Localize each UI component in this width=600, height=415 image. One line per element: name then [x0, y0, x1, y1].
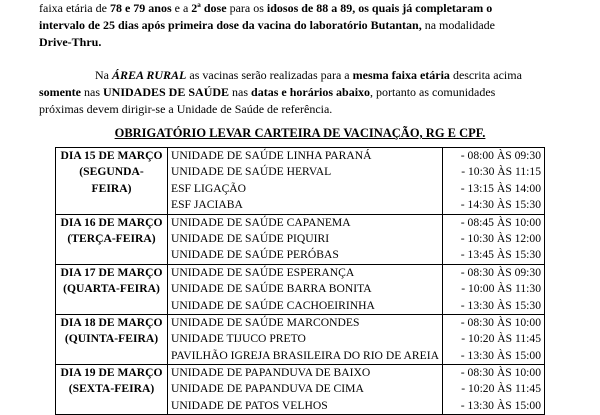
schedule-day-line	[59, 197, 164, 213]
schedule-time	[442, 365, 544, 415]
schedule-unit-line: ESF JACIABA	[171, 198, 243, 212]
schedule-time-line: - 14:30 ÀS 15:30	[460, 198, 541, 212]
schedule-unit	[168, 365, 443, 415]
schedule-unit	[168, 214, 443, 264]
intro-line-2: intervalo de 25 dias após primeira dose da vacina do laboratório Butantan, na modalidade	[39, 18, 495, 32]
schedule-day-line	[59, 398, 164, 414]
rural-line-1: Na ÁREA RURAL as vacinas serão realizadas para a mesma faixa etária descrita acima	[95, 68, 522, 82]
rural-line-2: somente nas UNIDADES DE SAÚDE nas datas e horários abaixo, portanto as comunidades	[39, 85, 496, 99]
schedule-unit-line: PAVILHÃO IGREJA BRASILEIRA DO RIO DE AREIA	[171, 348, 439, 362]
schedule-day-line: DIA 19 DE MARÇO	[60, 366, 163, 380]
schedule-time	[442, 264, 544, 314]
schedule-day-line: DIA 18 DE MARÇO	[60, 315, 163, 329]
intro-paragraph	[39, 0, 560, 51]
schedule-day-line: (SEXTA-FEIRA)	[68, 382, 155, 396]
schedule-day	[56, 365, 168, 415]
rural-paragraph	[39, 67, 560, 118]
schedule-time-line: - 10:00 ÀS 11:30	[461, 282, 541, 296]
schedule-time	[442, 314, 544, 364]
schedule-unit-line: UNIDADE DE SAÚDE ESPERANÇA	[171, 265, 355, 279]
schedule-time-line: - 10:20 ÀS 11:45	[461, 382, 541, 396]
intro-line-3: Drive-Thru.	[39, 35, 102, 49]
schedule-time	[442, 148, 544, 215]
schedule-row	[56, 365, 545, 415]
rural-line-3: próximas devem dirigir-se a Unidade de Saúde de referência.	[39, 102, 333, 116]
schedule-unit-line: UNIDADE DE SAÚDE MARCONDES	[171, 315, 360, 329]
schedule-time-line: - 08:45 ÀS 10:00	[460, 215, 541, 229]
schedule-time-line: - 13:30 ÀS 15:00	[460, 348, 541, 362]
rural-schedule-table	[55, 147, 545, 415]
schedule-time-line: - 13:30 ÀS 15:00	[460, 398, 541, 412]
schedule-unit-line: UNIDADE DE PAPANDUVA DE CIMA	[171, 382, 364, 396]
schedule-time-line: - 10:30 ÀS 11:15	[461, 165, 541, 179]
schedule-day	[56, 148, 168, 215]
schedule-unit	[168, 264, 443, 314]
schedule-day-line: DIA 17 DE MARÇO	[60, 265, 163, 279]
schedule-row	[56, 264, 545, 314]
schedule-day-line: (SEGUNDA-	[79, 165, 144, 179]
schedule-unit-line: UNIDADE DE SAÚDE BARRA BONITA	[171, 282, 372, 296]
schedule-time-line: - 10:30 ÀS 12:00	[460, 231, 541, 245]
schedule-day-line: (QUARTA-FEIRA)	[63, 282, 160, 296]
schedule-unit	[168, 314, 443, 364]
schedule-row	[56, 214, 545, 264]
schedule-unit-line: UNIDADE DE PAPANDUVA DE BAIXO	[171, 366, 371, 380]
schedule-time-line: - 08:00 ÀS 09:30	[460, 149, 541, 162]
schedule-day-line: DIA 15 DE MARÇO	[60, 149, 163, 162]
schedule-day-line: DIA 16 DE MARÇO	[60, 215, 163, 229]
schedule-day-line	[59, 247, 164, 263]
schedule-time	[442, 214, 544, 264]
schedule-time-line: - 10:20 ÀS 11:45	[461, 332, 541, 346]
schedule-row	[56, 148, 545, 215]
schedule-unit	[168, 148, 443, 215]
schedule-day-line: (TERÇA-FEIRA)	[67, 231, 156, 245]
schedule-day-line: (QUINTA-FEIRA)	[64, 332, 159, 346]
schedule-unit-line: UNIDADE DE SAÚDE CAPANEMA	[171, 215, 351, 229]
required-documents-notice: OBRIGATÓRIO LEVAR CARTEIRA DE VACINAÇÃO, RG E CPF.	[114, 126, 486, 140]
schedule-time-line: - 13:15 ÀS 14:00	[460, 181, 541, 195]
schedule-unit-line: UNIDADE DE SAÚDE HERVAL	[171, 165, 332, 179]
schedule-time-line: - 08:30 ÀS 09:30	[460, 265, 541, 279]
schedule-unit-line: UNIDADE DE SAÚDE PIQUIRI	[171, 231, 330, 245]
schedule-day	[56, 214, 168, 264]
schedule-unit-line: UNIDADE DE SAÚDE LINHA PARANÁ	[171, 149, 372, 162]
schedule-time-line: - 13:45 ÀS 15:30	[460, 248, 541, 262]
schedule-unit-line: UNIDADE DE SAÚDE PERÓBAS	[171, 248, 339, 262]
schedule-time-line: - 13:30 ÀS 15:30	[460, 298, 541, 312]
schedule-unit-line: UNIDADE TIJUCO PRETO	[171, 332, 306, 346]
schedule-day-line	[59, 298, 164, 314]
schedule-unit-line: ESF LIGAÇÃO	[171, 181, 247, 195]
schedule-row	[56, 314, 545, 364]
schedule-day	[56, 264, 168, 314]
schedule-unit-line: UNIDADE DE PATOS VELHOS	[171, 398, 328, 412]
schedule-day	[56, 314, 168, 364]
schedule-unit-line: UNIDADE DE SAÚDE CACHOEIRINHA	[171, 298, 375, 312]
schedule-time-line: - 08:30 ÀS 10:00	[460, 366, 541, 380]
intro-line-1: faixa etária de 78 e 79 anos e a 2ª dose para os idosos de 88 a 89, os quais já completaram o	[39, 1, 493, 15]
schedule-day-line: FEIRA)	[91, 181, 132, 195]
schedule-day-line	[59, 348, 164, 364]
schedule-time-line: - 08:30 ÀS 10:00	[460, 315, 541, 329]
